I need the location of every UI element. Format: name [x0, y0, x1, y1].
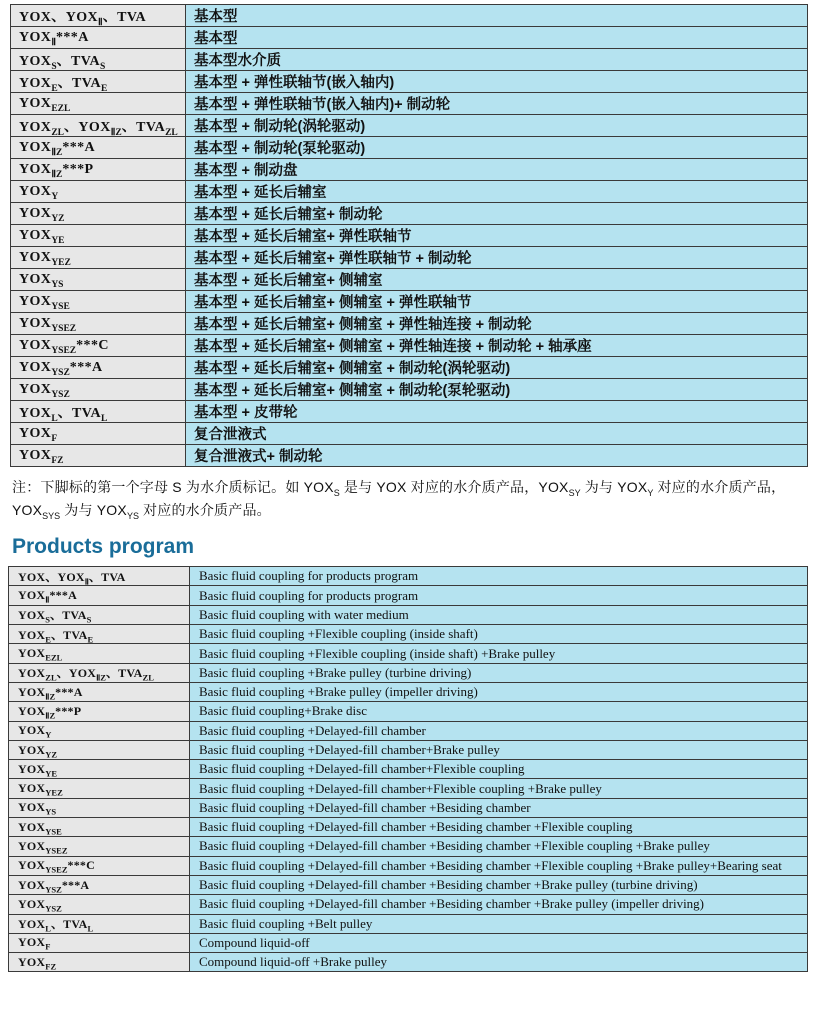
model-cell: $YOX_F$: [9, 933, 190, 952]
table-row: [11, 137, 808, 159]
description-cell: 基本型 + 制动盘: [186, 159, 808, 181]
en-products-table-section: [0, 566, 814, 972]
table-row: [11, 27, 808, 49]
model-subscript: YEZ: [51, 257, 71, 268]
description-cell: Basic fluid coupling for products program: [190, 586, 808, 605]
model-cell: $YOX_Ⅱ***A$: [9, 586, 190, 605]
model-cell: $YOX_{ZL}$、$YOX_{ⅡZ}$、$TVA_{ZL}$: [11, 115, 186, 137]
description-cell: 基本型 + 皮带轮: [186, 401, 808, 423]
description-cell: Basic fluid coupling with water medium: [190, 605, 808, 624]
model-subscript: EZL: [45, 652, 63, 663]
model-cell: $YOX_{YSZ}$: [9, 895, 190, 914]
model-subscript: ZL: [45, 672, 57, 683]
model-subscript: S: [51, 61, 57, 71]
model-subscript: SY: [568, 487, 581, 498]
model-subscript: Ⅱ: [84, 576, 89, 586]
model-cell: $YOX_{YZ}$: [11, 203, 186, 225]
model-cell: $YOX_{FZ}$: [9, 953, 190, 972]
model-subscript: YS: [45, 806, 57, 817]
description-cell: Basic fluid coupling +Delayed-fill chamber+Flexible coupling: [190, 760, 808, 779]
model-subscript: S: [86, 614, 92, 625]
description-cell: Basic fluid coupling +Flexible coupling (inside shaft): [190, 625, 808, 644]
description-cell: 基本型: [186, 27, 808, 49]
model-subscript: YS: [51, 279, 64, 290]
table-row: [11, 49, 808, 71]
model-cell: $YOX_{YEZ}$: [11, 247, 186, 269]
model-subscript: EZL: [51, 103, 71, 114]
description-cell: 基本型 + 延长后辅室+ 弹性联轴节 + 制动轮: [186, 247, 808, 269]
table-row: [9, 779, 808, 798]
description-cell: Basic fluid coupling+Brake disc: [190, 702, 808, 721]
table-row: [11, 93, 808, 115]
table-row: [9, 760, 808, 779]
model-cell: $YOX_{YSZ}***A$: [9, 875, 190, 894]
model-cell: YOX、$YOX_Ⅱ$、TVA: [9, 567, 190, 586]
table-row: [11, 225, 808, 247]
model-cell: $YOX_{ⅡZ}***A$: [11, 137, 186, 159]
table-row: [11, 115, 808, 137]
model-subscript: ZL: [142, 672, 154, 683]
model-subscript: ⅡZ: [51, 169, 63, 180]
description-cell: Basic fluid coupling +Belt pulley: [190, 914, 808, 933]
model-cell: $YOX_{ZL}$、$YOX_{ⅡZ}$、$TVA_{ZL}$: [9, 663, 190, 682]
table-row: [9, 721, 808, 740]
table-row: [9, 856, 808, 875]
model-subscript: Ⅱ: [98, 17, 103, 27]
model-subscript: YSZ: [51, 389, 70, 400]
table-row: [9, 605, 808, 624]
model-subscript: Ⅱ: [45, 594, 50, 605]
description-cell: Basic fluid coupling +Delayed-fill chamber: [190, 721, 808, 740]
model-cell: $YOX_E$、$TVA_E$: [11, 71, 186, 93]
model-cell: $YOX_{EZL}$: [9, 644, 190, 663]
model-cell: $YOX_{YSEZ}$: [9, 837, 190, 856]
description-cell: Basic fluid coupling +Delayed-fill chamber +Besiding chamber +Flexible coupling: [190, 818, 808, 837]
table-row: [9, 644, 808, 663]
model-subscript: YE: [51, 235, 65, 246]
model-cell: $YOX_{YSZ}***A$: [11, 357, 186, 379]
model-subscript: YSZ: [45, 903, 62, 914]
model-subscript: YSEZ: [45, 864, 68, 875]
model-subscript: S: [333, 487, 340, 498]
description-cell: Basic fluid coupling +Delayed-fill chamber +Besiding chamber: [190, 798, 808, 817]
model-subscript: YSZ: [45, 883, 62, 894]
products-program-heading: Products program: [12, 535, 195, 559]
table-row: [11, 357, 808, 379]
table-row: [11, 159, 808, 181]
model-cell: $YOX_S$、$TVA_S$: [9, 605, 190, 624]
model-subscript: ⅡZ: [45, 710, 56, 721]
description-cell: 基本型 + 延长后辅室+ 弹性联轴节: [186, 225, 808, 247]
model-cell: $YOX_{YE}$: [11, 225, 186, 247]
model-cell: $YOX_{ⅡZ}***P$: [11, 159, 186, 181]
model-cell: $YOX_{YS}$: [11, 269, 186, 291]
model-subscript: Y: [51, 191, 59, 202]
model-cell: $YOX_{YSE}$: [11, 291, 186, 313]
model-subscript: YSE: [51, 301, 70, 312]
description-cell: 基本型 + 弹性联轴节(嵌入轴内): [186, 71, 808, 93]
description-cell: Basic fluid coupling +Delayed-fill chamber +Besiding chamber +Brake pulley (impeller driving): [190, 895, 808, 914]
description-cell: Basic fluid coupling +Delayed-fill chamber +Besiding chamber +Flexible coupling +Brake pulley: [190, 837, 808, 856]
description-cell: Basic fluid coupling +Brake pulley (turbine driving): [190, 663, 808, 682]
description-cell: 基本型 + 延长后辅室+ 侧辅室 + 制动轮(涡轮驱动): [186, 357, 808, 379]
model-cell: $YOX_{FZ}$: [11, 445, 186, 467]
model-subscript: YSEZ: [51, 323, 77, 334]
table-row: [9, 914, 808, 933]
model-subscript: FZ: [51, 455, 64, 466]
model-cell: $YOX_E$、$TVA_E$: [9, 625, 190, 644]
cn-model-table-section: [0, 0, 814, 467]
table-row: [9, 625, 808, 644]
model-subscript: YSE: [45, 826, 62, 837]
description-cell: Basic fluid coupling +Flexible coupling (inside shaft) +Brake pulley: [190, 644, 808, 663]
description-cell: Compound liquid-off: [190, 933, 808, 952]
model-subscript: E: [51, 83, 58, 93]
description-cell: 基本型 + 延长后辅室+ 侧辅室 + 弹性轴连接 + 制动轮 + 轴承座: [186, 335, 808, 357]
description-cell: 基本型 + 延长后辅室+ 侧辅室 + 制动轮(泵轮驱动): [186, 379, 808, 401]
table-row: [11, 181, 808, 203]
model-subscript: YSZ: [51, 367, 70, 378]
model-subscript: FZ: [45, 961, 57, 972]
water-medium-note: 注：下脚标的第一个字母 S 为水介质标记。如 $YOX_S$ 是与 YOX 对应的水介质产品，$YOX_{SY}$ 为与 $YOX_Y$ 对应的水介质产品，$YOX_{SYS}$ 为与 $YOX_{YS}$ 对应的水介质产品。: [12, 479, 786, 521]
description-cell: 基本型 + 延长后辅室+ 侧辅室 + 弹性轴连接 + 制动轮: [186, 313, 808, 335]
model-subscript: ⅡZ: [110, 127, 122, 137]
description-cell: Compound liquid-off +Brake pulley: [190, 953, 808, 972]
model-subscript: YEZ: [45, 787, 63, 798]
description-cell: 基本型 + 延长后辅室+ 制动轮: [186, 203, 808, 225]
description-cell: 复合泄液式: [186, 423, 808, 445]
description-cell: 基本型水介质: [186, 49, 808, 71]
model-subscript: F: [51, 433, 58, 444]
table-row: [11, 401, 808, 423]
table-row: [9, 953, 808, 972]
table-row: [11, 5, 808, 27]
model-cell: $YOX_Y$: [11, 181, 186, 203]
model-subscript: E: [45, 634, 51, 644]
model-subscript: ZL: [165, 127, 178, 137]
model-cell: $YOX_{YSZ}$: [11, 379, 186, 401]
model-subscript: ZL: [51, 127, 64, 137]
model-cell: $YOX_Y$: [9, 721, 190, 740]
table-row: [9, 933, 808, 952]
model-cell: YOX、$YOX_Ⅱ$、TVA: [11, 5, 186, 27]
table-row: [11, 247, 808, 269]
model-subscript: L: [101, 413, 108, 423]
description-cell: 复合泄液式+ 制动轮: [186, 445, 808, 467]
model-subscript: YE: [45, 768, 58, 779]
model-cell: $YOX_{ⅡZ}***A$: [9, 682, 190, 701]
model-subscript: E: [87, 634, 94, 644]
description-cell: Basic fluid coupling for products program: [190, 567, 808, 586]
table-row: [11, 423, 808, 445]
table-row: [11, 313, 808, 335]
model-subscript: L: [51, 413, 58, 423]
model-subscript: F: [45, 941, 51, 952]
table-row: [11, 269, 808, 291]
model-cell: $YOX_{EZL}$: [11, 93, 186, 115]
model-subscript: YZ: [45, 748, 58, 759]
table-row: [11, 203, 808, 225]
model-cell: $YOX_{YE}$: [9, 760, 190, 779]
model-cell: $YOX_F$: [11, 423, 186, 445]
description-cell: 基本型 + 延长后辅室+ 侧辅室: [186, 269, 808, 291]
description-cell: Basic fluid coupling +Delayed-fill chamber+Brake pulley: [190, 740, 808, 759]
table-row: [9, 798, 808, 817]
model-subscript: ⅡZ: [51, 147, 63, 158]
model-cell: $YOX_L$、$TVA_L$: [9, 914, 190, 933]
model-subscript: YS: [126, 510, 139, 521]
description-cell: Basic fluid coupling +Brake pulley (impeller driving): [190, 682, 808, 701]
model-cell: $YOX_{YEZ}$: [9, 779, 190, 798]
model-subscript: YSEZ: [51, 345, 77, 356]
model-subscript: YZ: [51, 213, 65, 224]
table-row: [9, 895, 808, 914]
model-subscript: Y: [647, 487, 654, 498]
table-row: [9, 682, 808, 701]
model-cell: $YOX_{YSEZ}***C$: [11, 335, 186, 357]
table-row: [9, 586, 808, 605]
description-cell: Basic fluid coupling +Delayed-fill chamber +Besiding chamber +Brake pulley (turbine driving): [190, 875, 808, 894]
model-cell: $YOX_Ⅱ***A$: [11, 27, 186, 49]
model-cell: $YOX_L$、$TVA_L$: [11, 401, 186, 423]
table-row: [11, 379, 808, 401]
table-row: [9, 875, 808, 894]
table-row: [11, 291, 808, 313]
model-subscript: Y: [45, 729, 52, 740]
description-cell: Basic fluid coupling +Delayed-fill chamber +Besiding chamber +Flexible coupling +Brake pulley+Bearing seat: [190, 856, 808, 875]
table-row: [9, 567, 808, 586]
model-cell: $YOX_{YSEZ}$: [11, 313, 186, 335]
table-row: [9, 702, 808, 721]
table-row: [9, 663, 808, 682]
description-cell: 基本型 + 制动轮(涡轮驱动): [186, 115, 808, 137]
model-subscript: E: [101, 83, 108, 93]
model-subscript: YSEZ: [45, 845, 68, 856]
model-cell: $YOX_{YSE}$: [9, 818, 190, 837]
model-subscript: ⅡZ: [45, 691, 56, 701]
description-cell: 基本型 + 制动轮(泵轮驱动): [186, 137, 808, 159]
model-cell: $YOX_S$、$TVA_S$: [11, 49, 186, 71]
table-row: [9, 740, 808, 759]
table-row: [11, 335, 808, 357]
model-subscript: L: [45, 923, 51, 934]
table-row: [9, 837, 808, 856]
en-products-table: [8, 566, 808, 972]
model-subscript: Ⅱ: [51, 37, 56, 48]
model-cell: $YOX_{ⅡZ}***P$: [9, 702, 190, 721]
model-subscript: ⅡZ: [96, 672, 106, 683]
model-cell: $YOX_{YSEZ}***C$: [9, 856, 190, 875]
model-cell: $YOX_{YS}$: [9, 798, 190, 817]
model-subscript: S: [99, 61, 106, 71]
description-cell: 基本型: [186, 5, 808, 27]
description-cell: Basic fluid coupling +Delayed-fill chamber+Flexible coupling +Brake pulley: [190, 779, 808, 798]
model-subscript: SYS: [42, 510, 61, 521]
description-cell: 基本型 + 延长后辅室+ 侧辅室 + 弹性联轴节: [186, 291, 808, 313]
description-cell: 基本型 + 延长后辅室: [186, 181, 808, 203]
description-cell: 基本型 + 弹性联轴节(嵌入轴内)+ 制动轮: [186, 93, 808, 115]
table-row: [11, 445, 808, 467]
model-subscript: L: [87, 923, 94, 934]
model-cell: $YOX_{YZ}$: [9, 740, 190, 759]
model-subscript: S: [45, 614, 51, 625]
cn-model-table: [10, 4, 808, 467]
table-row: [11, 71, 808, 93]
table-row: [9, 818, 808, 837]
